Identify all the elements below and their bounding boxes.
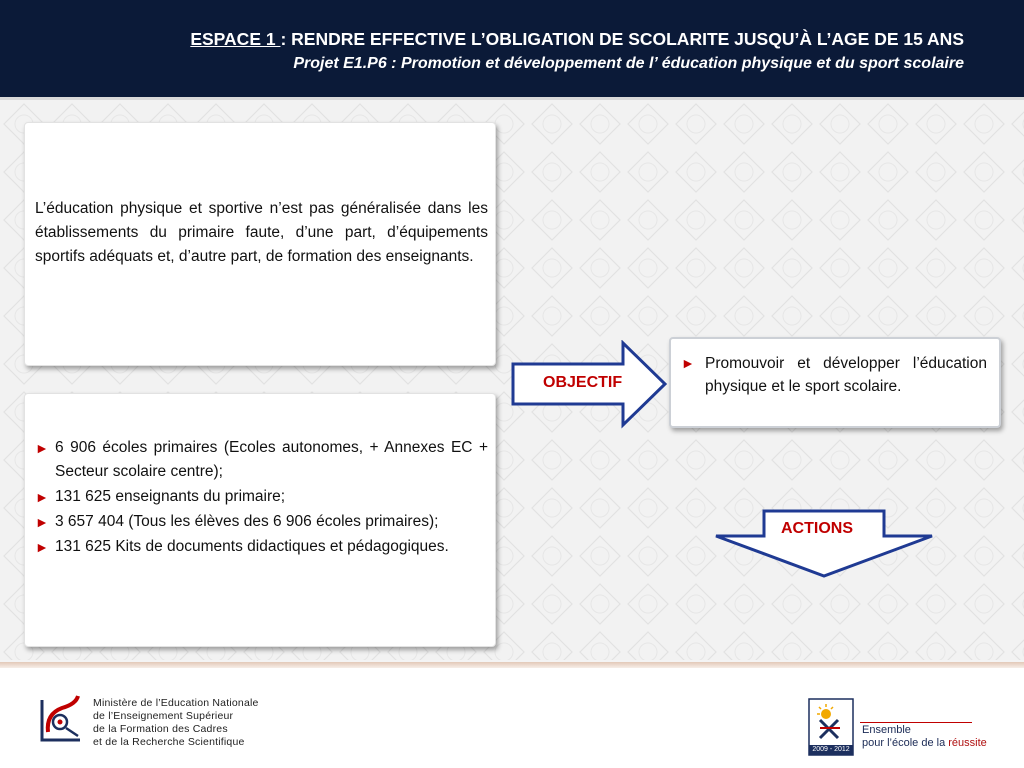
bullet-arrow-icon: ► [681,355,695,371]
indicator-list [35,436,488,560]
ministry-logo-icon [36,692,86,746]
bullet-arrow-icon: ► [35,440,49,456]
list-item-text: 131 625 Kits de documents didactiques et pédagogiques. [55,538,449,555]
slide-subtitle: Projet E1.P6 : Promotion et développement de l’ éducation physique et du sport scolaire [293,55,964,72]
title-bar [0,0,1024,100]
slogan-line1: Ensemble [862,724,911,736]
diagnostic-text: L’éducation physique et sportive n’est pas généralisée dans les établissements du primaire faute, d’une part, d’équipements sportifs adéquats et, d’autre part, de formation des enseignants. [35,200,488,265]
list-item [35,436,488,484]
slogan-pour: pour l’école [862,737,922,749]
ministry-line: de la Formation des Cadres [93,723,228,735]
bullet-arrow-icon: ► [35,539,49,555]
espace-label: ESPACE 1 [190,29,281,49]
list-item [35,485,488,509]
slogan-reussite: réussite [948,737,987,749]
bullet-arrow-icon: ► [35,514,49,530]
list-item-text: 3 657 404 (Tous les élèves des 6 906 écoles primaires); [55,513,439,530]
objectif-text-block [677,352,987,398]
diagnostic-panel [24,122,496,366]
objectif-label: OBJECTIF [543,374,623,391]
slogan-de: de la [921,737,949,749]
indicators-panel [24,393,496,647]
ministry-line: et de la Recherche Scientifique [93,736,245,748]
bullet-arrow-icon: ► [35,489,49,505]
list-item [35,510,488,534]
slide-title [190,29,964,50]
list-item [35,535,488,559]
list-item-text: 6 906 écoles primaires (Ecoles autonomes, + Annexes EC + Secteur scolaire centre); [55,439,488,480]
actions-arrow-icon [712,508,936,580]
ministry-line: de l’Enseignement Supérieur [93,710,234,722]
badge-years: 2009 - 2012 [812,746,850,753]
slogan-divider [860,722,972,723]
ministry-line: Ministère de l’Education Nationale [93,697,259,709]
actions-label: ACTIONS [781,520,853,537]
slogan [862,724,987,750]
list-item-text: 131 625 enseignants du primaire; [55,488,286,505]
ministry-name [93,697,259,749]
title-rest: : RENDRE EFFECTIVE L’OBLIGATION DE SCOLARITE JUSQU’À L’AGE DE 15 ANS [280,29,964,49]
objectif-text: Promouvoir et développer l’éducation physique et le sport scolaire. [705,355,987,395]
objectif-panel [669,337,1001,428]
